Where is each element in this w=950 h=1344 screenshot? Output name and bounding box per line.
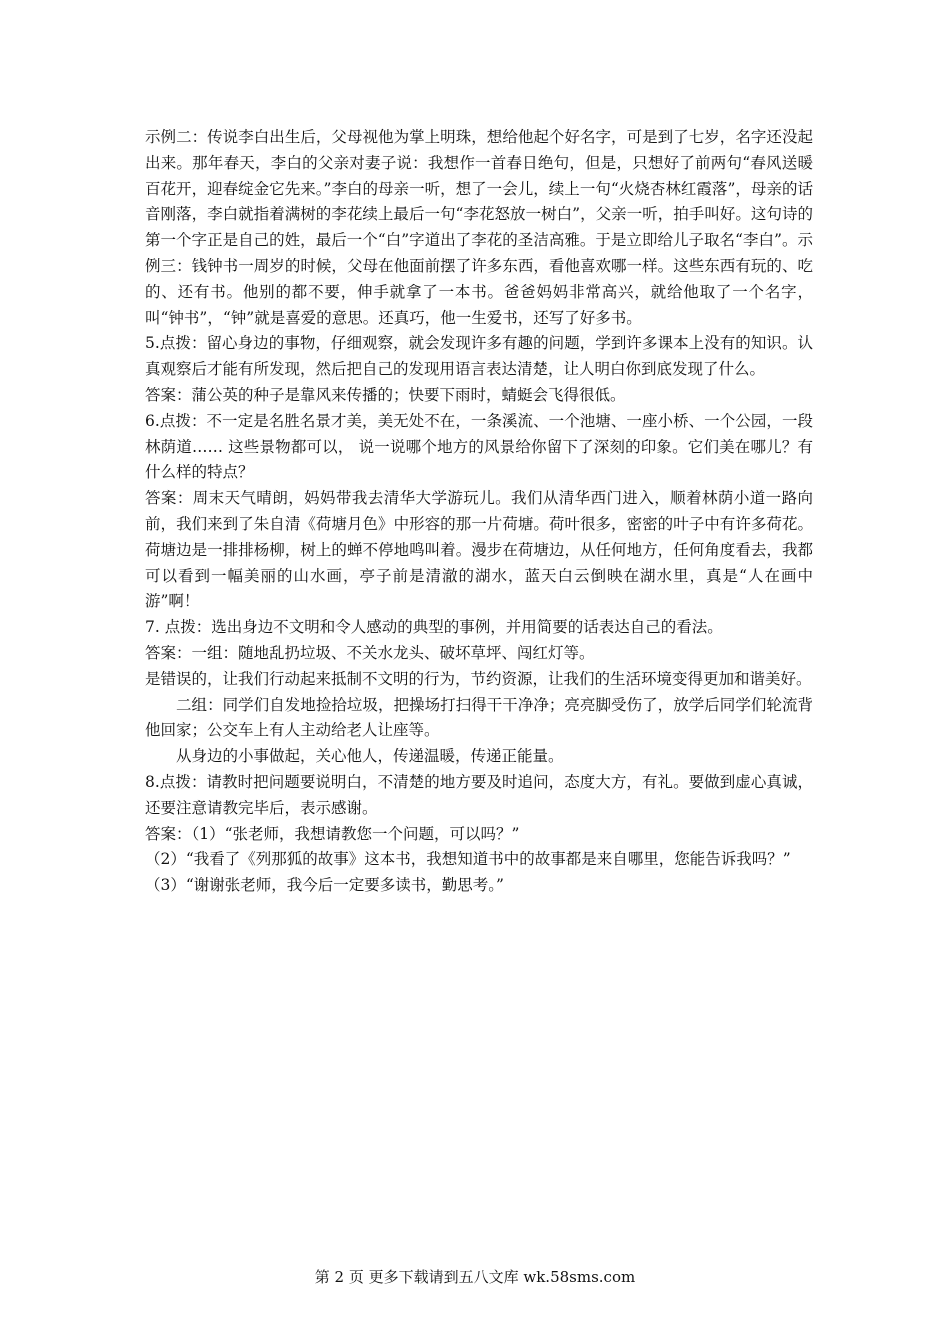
paragraph-q8-answer-3: （3）“谢谢张老师，我今后一定要多读书，勤思考。” [145, 876, 504, 895]
paragraph-q8-answer-1: 答案：（1）“张老师，我想请教您一个问题，可以吗？” [145, 824, 520, 843]
paragraph-q6-answer: 答案：周末天气晴朗，妈妈带我去清华大学游玩儿。我们从清华西门进入，顺着林荫小道一路向前，我们来到了朱自清《荷塘月色》中形容的那一片荷塘。荷叶很多，密密的叶子中有许多荷花。荷塘边是一排排杨柳，树上的蝉不停地鸣叫着。漫步在荷塘边，从任何地方，任何角度看去，我都可以看到一幅美丽的山水画，亭子前是清澈的湖水，蓝天白云倒映在湖水里，真是“人在画中游”啊！ [145, 489, 813, 611]
paragraph-q8-answer-2: （2）“我看了《列那狐的故事》这本书，我想知道书中的故事都是来自哪里，您能告诉我吗？” [145, 850, 791, 869]
paragraph-examples: 示例二：传说李白出生后，父母视他为掌上明珠，想给他起个好名字，可是到了七岁，名字还没起出来。那年春天，李白的父亲对妻子说：我想作一首春日绝句，但是，只想好了前两句“春风送暖百花开，迎春绽金它先来。”李白的母亲一听，想了一会儿，续上一句“火烧杏林红霞落”，母亲的话音刚落，李白就指着满树的李花续上最后一句“李花怒放一树白”，父亲一听，拍手叫好。这句诗的第一个字正是自己的姓，最后一个“白”字道出了李花的圣洁高雅。于是立即给儿子取名“李白”。示例三：钱钟书一周岁的时候，父母在他面前摆了许多东西，看他喜欢哪一样。这些东西有玩的、吃的、还有书。他别的都不要，伸手就拿了一本书。爸爸妈妈非常高兴，就给他取了一个名字，叫“钟书”，“钟”就是喜爱的意思。还真巧，他一生爱书，还写了好多书。 [145, 128, 813, 327]
paragraph-q5-answer: 答案：蒲公英的种子是靠风来传播的；快要下雨时，蜻蜓会飞得很低。 [145, 385, 626, 404]
paragraph-q7-hint: 7. 点拨：选出身边不文明和令人感动的典型的事例，并用简要的话表达自己的看法。 [145, 618, 723, 637]
page-footer: 第 2 页 更多下载请到五八文库 wk.58sms.com [314, 1268, 636, 1286]
paragraph-q8-hint: 8.点拨：请教时把问题要说明白，不清楚的地方要及时追问，态度大方，有礼。要做到虚心真诚，还要注意请教完毕后，表示感谢。 [145, 772, 813, 817]
paragraph-q7-answer-group2-comment: 从身边的小事做起，关心他人，传递温暖，传递正能量。 [176, 747, 564, 766]
paragraph-q7-answer-group2: 二组：同学们自发地捡拾垃圾，把操场打扫得干干净净；亮亮脚受伤了，放学后同学们轮流背他回家；公交车上有人主动给老人让座等。 [145, 695, 813, 740]
document-body [145, 125, 813, 899]
paragraph-q6-hint: 6.点拨：不一定是名胜名景才美，美无处不在，一条溪流、一个池塘、一座小桥、一个公园，一段林荫道…… 这些景物都可以， 说一说哪个地方的风景给你留下了深刻的印象。它们美在哪儿？有什么样的特点？ [145, 411, 813, 482]
paragraph-q5-hint: 5.点拨：留心身边的事物，仔细观察，就会发现许多有趣的问题，学到许多课本上没有的知识。认真观察后才能有所发现，然后把自己的发现用语言表达清楚，让人明白你到底发现了什么。 [145, 334, 813, 379]
paragraph-q7-answer-group1-comment: 是错误的，让我们行动起来抵制不文明的行为，节约资源，让我们的生活环境变得更加和谐美好。 [145, 669, 812, 688]
paragraph-q7-answer-group1: 答案：一组：随地乱扔垃圾、不关水龙头、破坏草坪、闯红灯等。 [145, 643, 595, 662]
